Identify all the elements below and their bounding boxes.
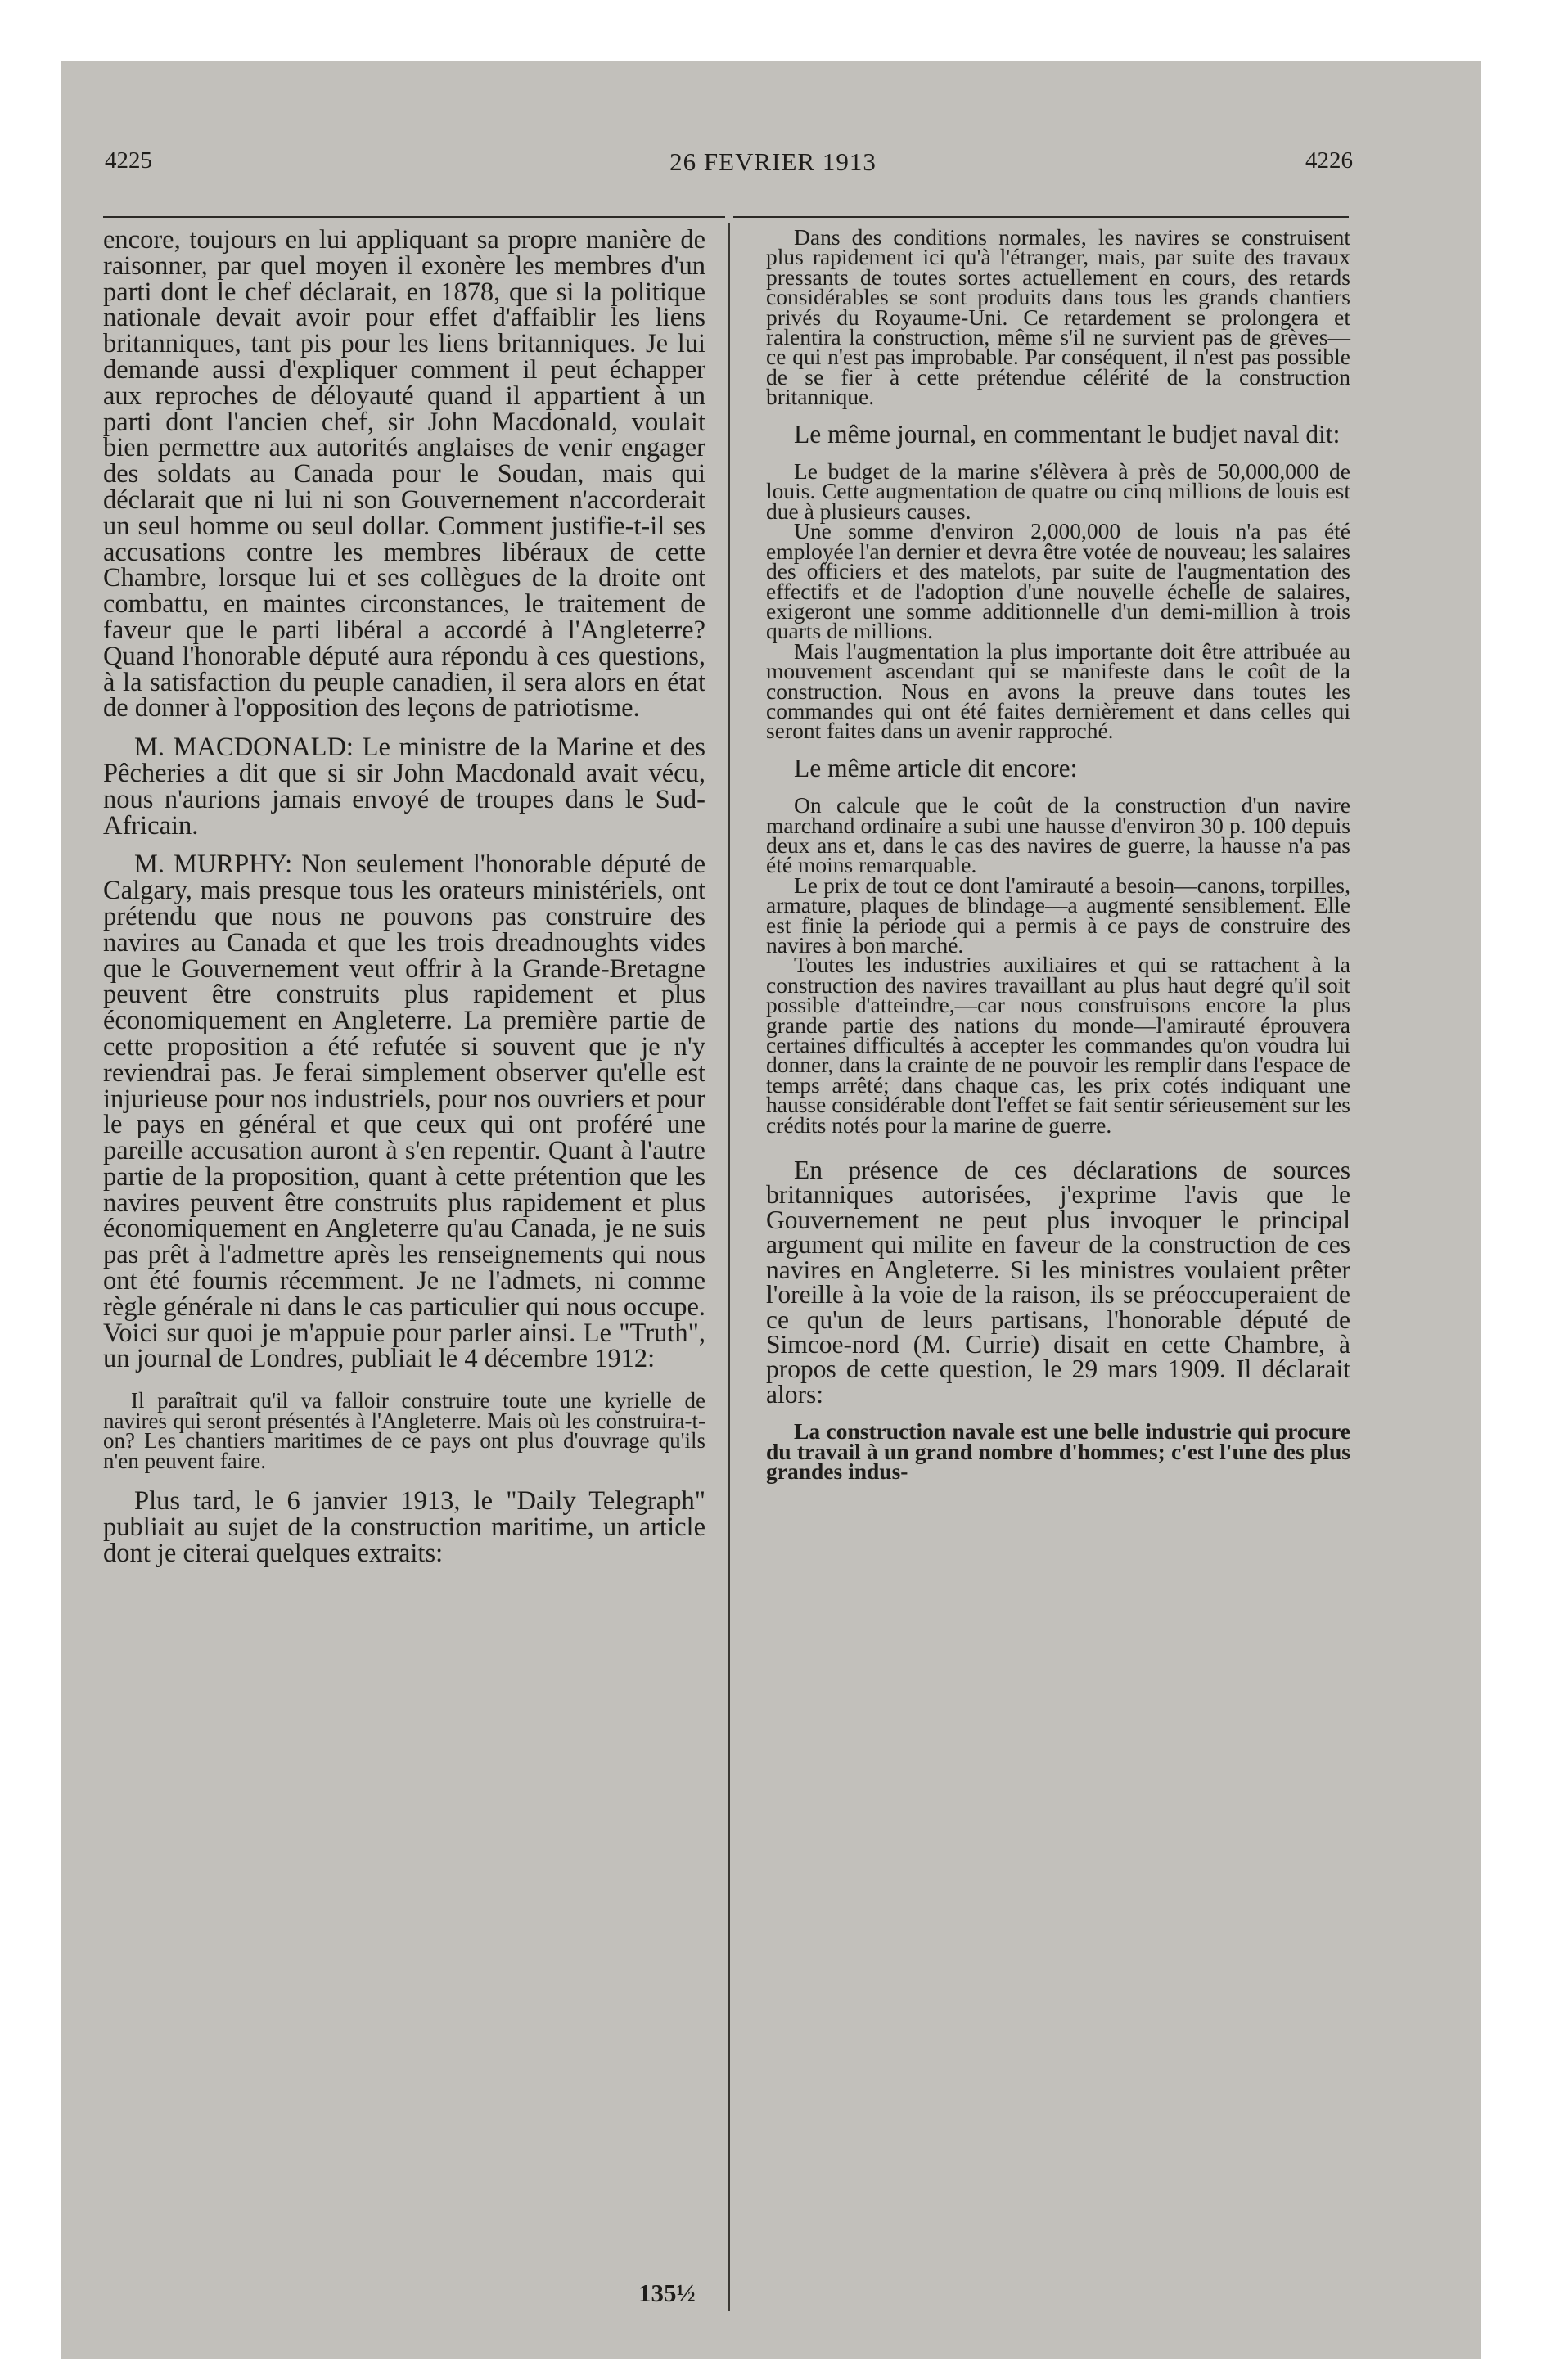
quotation: Toutes les industries auxiliaires et qui se rattachent à la construction des navires travaillant au plus haut degré qu'il soit possible d'atteindre,—car nous construisons encore la plus grande partie des nations du monde—l'amirauté éprouvera certaines difficultés à accepter les commandes qu'on voudra lui donner, dans la crainte de ne pouvoir les remplir dans l'espace de temps arrêté; dans chaque cas, les prix cotés indiquant une hausse considérable dont l'effet se fait sentir sérieusement sur les crédits notés pour la marine de guerre. [766, 952, 1351, 1138]
header-rule-right [733, 216, 1349, 218]
quotation: Il paraîtrait qu'il va falloir construire toute une kyrielle de navires qui seront présentés à l'Angleterre. Mais où les construira-t-on? Les chantiers maritimes de ce pays ont plus d'ouvrage qu'ils n'en peuvent faire. [103, 1388, 705, 1473]
paragraph: M. MURPHY: Non seulement l'honorable député de Calgary, mais presque tous les orateurs ministériels, ont prétendu que nous ne pouvons pas construire des navires au Canada et que les trois dreadnoughts vides que le Gouvernement veut offrir à la Grande-Bretagne peuvent être construits plus rapidement et plus économiquement en Angleterre. La première partie de cette proposition a été refutée si souvent que je n'y reviendrai pas. Je ferai simplement observer qu'elle est injurieuse pour nos industriels, pour nos ouvriers et pour le pays en général et que ceux qui ont proféré une pareille accusation auront à s'en repentir. Quant à l'autre partie de la proposition, quant à cette prétention que les navires peuvent être construits plus rapidement et plus économiquement en Angleterre qu'au Canada, je ne suis pas prêt à l'admettre après les renseignements qui nous ont été fournis récemment. Je ne l'admets, ni comme règle générale ni dans le cas particulier qui nous occupe. Voici sur quoi je m'appuie pour parler ainsi. Le "Truth", un journal de Londres, publiait le 4 décembre 1912: [103, 850, 705, 1374]
paragraph: En présence de ces déclarations de sources britanniques autorisées, j'exprime l'avis que le Gouvernement ne peut plus invoquer le principal argument qui milite en faveur de la construction de ces navires en Angleterre. Si les ministres voulaient prêter l'oreille à la voie de la raison, ils se préoccuperaient de ce qu'un de leurs partisans, l'honorable député de Simcoe-nord (M. Currie) disait en cette Chambre, à propos de cette question, le 29 mars 1909. Il déclarait alors: [766, 1156, 1350, 1409]
left-column [103, 225, 705, 1568]
right-page-number: 4226 [1305, 147, 1353, 174]
quotation: Le budget de la marine s'élèvera à près de 50,000,000 de louis. Cette augmentation de quatre ou cinq millions de louis est due à plusieurs causes. [766, 458, 1350, 524]
paragraph: M. MACDONALD: Le ministre de la Marine et des Pêcheries a dit que si sir John Macdonald avait vécu, nous n'aurions jamais envoyé de troupes dans le Sud-Africain. [103, 732, 705, 841]
quotation: Le prix de tout ce dont l'amirauté a besoin—canons, torpilles, armature, plaques de blindage—a augmenté sensiblement. Elle est finie la période qui a permis à ce pays de construire des navires à bon marché. [766, 872, 1350, 958]
page-number-footer: 135½ [638, 2279, 696, 2307]
quotation: On calcule que le coût de la construction d'un navire marchand ordinaire a subi une hausse d'environ 30 p. 100 depuis deux ans et, dans le cas des navires de guerre, la hausse n'a pas été moins remarquable. [766, 792, 1350, 878]
right-column [766, 224, 1351, 1484]
paragraph: Plus tard, le 6 janvier 1913, le "Daily Telegraph" publiait au sujet de la construction maritime, un article dont je citerai quelques extraits: [103, 1486, 705, 1568]
quotation: Dans des conditions normales, les navires se construisent plus rapidement ici qu'à l'étranger, mais, par suite des travaux pressants de toutes sortes actuellement en cours, des retards considérables se sont produits dans tous les grands chantiers privés du Royaume-Uni. Ce retardement se prolongera et ralentira la construction, même s'il ne survient pas de grèves—ce qui n'est pas improbable. Par conséquent, il n'est pas possible de se fier à cette prétendue célérité de la construction britannique. [766, 224, 1350, 410]
header-rule-left [103, 216, 725, 218]
page-header [0, 147, 1546, 188]
header-date: 26 FEVRIER 1913 [669, 147, 877, 176]
left-page-number: 4225 [105, 147, 152, 174]
quotation: Mais l'augmentation la plus importante doit être attribuée au mouvement ascendant qui se manifeste dans le coût de la construction. Nous en avons la preuve dans toutes les commandes qui ont été faites dernièrement et dans celles qui seront faites dans un avenir rapproché. [766, 638, 1350, 744]
paragraph: Le même journal, en commentant le budjet naval dit: [794, 419, 1341, 449]
column-divider [728, 223, 730, 2311]
paragraph: Le même article dit encore: [794, 753, 1078, 782]
paragraph: encore, toujours en lui appliquant sa propre manière de raisonner, par quel moyen il exonère les membres d'un parti dont le chef déclarait, en 1878, que si la politique nationale devait avoir pour effet d'affaiblir les liens britanniques, tant pis pour les liens britanniques. Je lui demande aussi d'expliquer comment il peut échapper aux reproches de déloyauté quand il appartient à un parti dont l'ancien chef, sir John Macdonald, voulait bien permettre aux autorités anglaises de venir engager des soldats au Canada pour le Soudan, mais qui déclarait que ni lui ni son Gouvernement n'accorderait un seul homme ou seul dollar. Comment justifie-t-il ses accusations contre les membres libéraux de cette Chambre, lorsque lui et ses collègues de la droite ont combattu, en maintes circonstances, le traitement de faveur que le parti libéral a accordé à l'Angleterre? Quand l'honorable député aura répondu à ces questions, à la satisfaction du peuple canadien, il sera alors en état de donner à l'opposition des leçons de patriotisme. [103, 225, 705, 723]
quotation: La construction navale est une belle industrie qui procure du travail à un grand nombre d'hommes; c'est l'une des plus grandes indus- [766, 1418, 1350, 1484]
quotation: Une somme d'environ 2,000,000 de louis n'a pas été employée l'an dernier et devra être votée de nouveau; les salaires des officiers et des matelots, par suite de l'augmentation des effectifs et de l'adoption d'une nouvelle échelle de salaires, exigeront une somme additionnelle d'un demi-million à trois quarts de millions. [766, 518, 1350, 644]
